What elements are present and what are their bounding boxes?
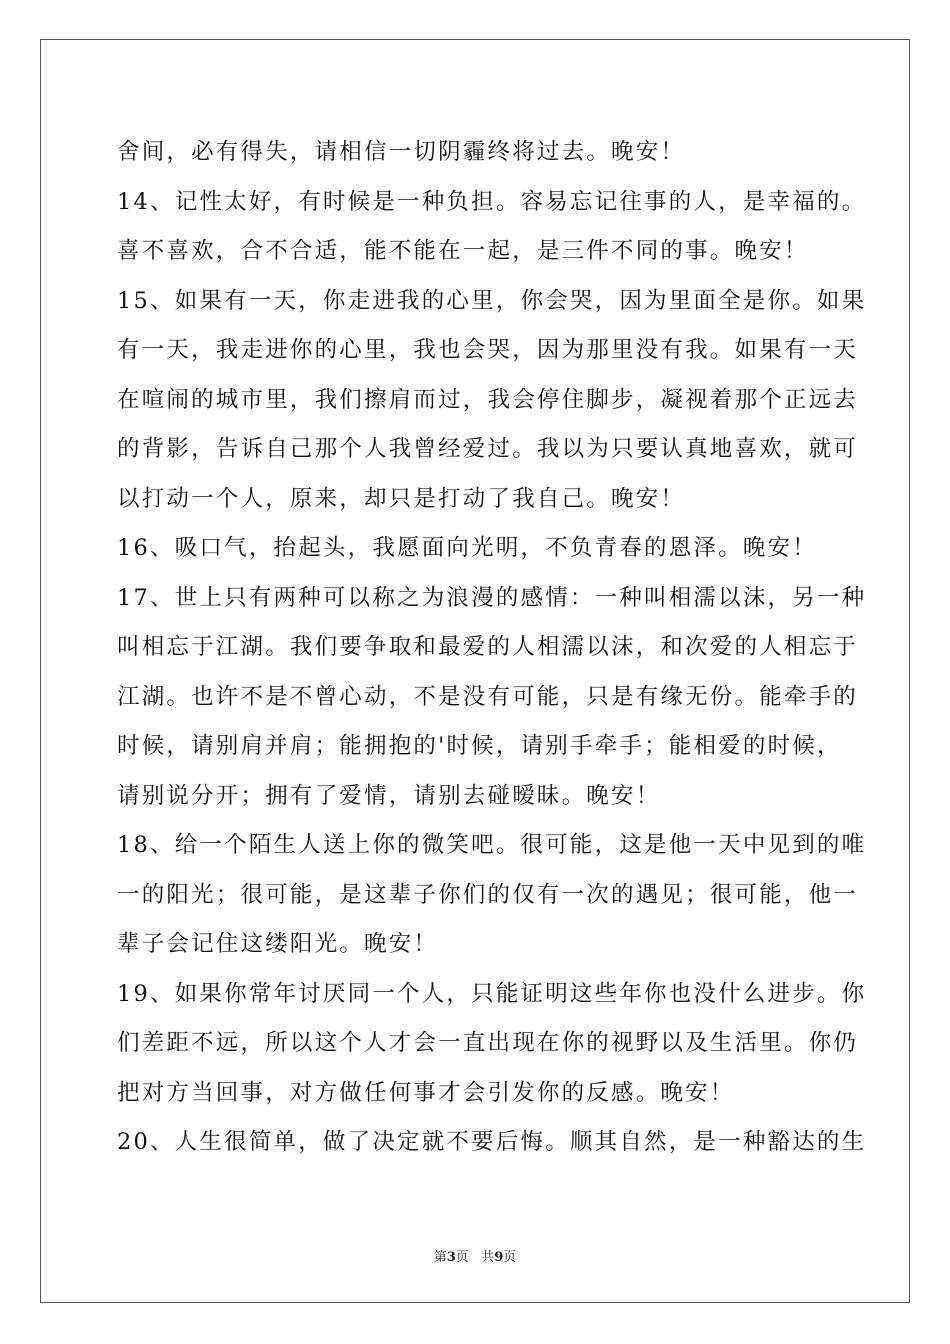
text-line: 把对方当回事，对方做任何事才会引发你的反感。晚安！ <box>117 1079 735 1106</box>
total-page-count: 9 <box>494 1250 504 1265</box>
text-line: 叫相忘于江湖。我们要争取和最爱的人相濡以沫，和次爱的人相忘于 <box>117 634 859 660</box>
page-prefix: 第 <box>433 1250 447 1265</box>
text-line: 19、如果你常年讨厌同一个人，只能证明这些年你也没什么进步。你 <box>117 980 867 1007</box>
text-line: 们差距不远，所以这个人才会一直出现在你的视野以及生活里。你仍 <box>117 1030 859 1056</box>
total-prefix: 共 <box>481 1250 495 1265</box>
text-line: 辈子会记住这缕阳光。晚安！ <box>117 931 439 957</box>
text-line: 喜不喜欢，合不合适，能不能在一起，是三件不同的事。晚安！ <box>117 238 809 264</box>
current-page-number: 3 <box>446 1250 456 1265</box>
text-line: 的背影，告诉自己那个人我曾经爱过。我以为只要认真地喜欢，就可 <box>117 436 859 462</box>
text-line: 14、记性太好，有时候是一种负担。容易忘记往事的人，是幸福的。 <box>117 188 867 215</box>
text-line: 17、世上只有两种可以称之为浪漫的感情：一种叫相濡以沫，另一种 <box>117 584 867 611</box>
page-suffix: 页 <box>455 1250 469 1265</box>
text-line: 江湖。也许不是不曾心动，不是没有可能，只是有缘无份。能牵手的 <box>117 683 859 710</box>
document-body <box>117 128 867 1168</box>
text-line: 以打动一个人，原来，却只是打动了我自己。晚安！ <box>117 485 686 512</box>
total-suffix: 页 <box>503 1250 517 1265</box>
text-line: 舍间，必有得失，请相信一切阴霾终将过去。晚安！ <box>117 139 686 165</box>
text-line: 20、人生很简单，做了决定就不要后悔。顺其自然，是一种豁达的生 <box>117 1129 867 1155</box>
text-line: 时候，请别肩并肩；能拥抱的'时候，请别手牵手；能相爱的时候， <box>117 733 842 759</box>
text-line: 18、给一个陌生人送上你的微笑吧。很可能，这是他一天中见到的唯 <box>117 832 867 858</box>
text-line: 一的阳光；很可能，是这辈子你们的仅有一次的遇见；很可能，他一 <box>117 881 859 908</box>
text-line: 16、吸口气，抬起头，我愿面向光明，不负青春的恩泽。晚安！ <box>117 535 817 561</box>
text-line: 请别说分开；拥有了爱情，请别去碰暧昧。晚安！ <box>117 782 661 809</box>
text-line: 在喧闹的城市里，我们擦肩而过，我会停住脚步，凝视着那个正远去 <box>117 386 859 413</box>
page-footer <box>0 1246 950 1265</box>
text-line: 15、如果有一天，你走进我的心里，你会哭，因为里面全是你。如果 <box>117 287 867 314</box>
text-line: 有一天，我走进你的心里，我也会哭，因为那里没有我。如果有一天 <box>117 337 859 363</box>
